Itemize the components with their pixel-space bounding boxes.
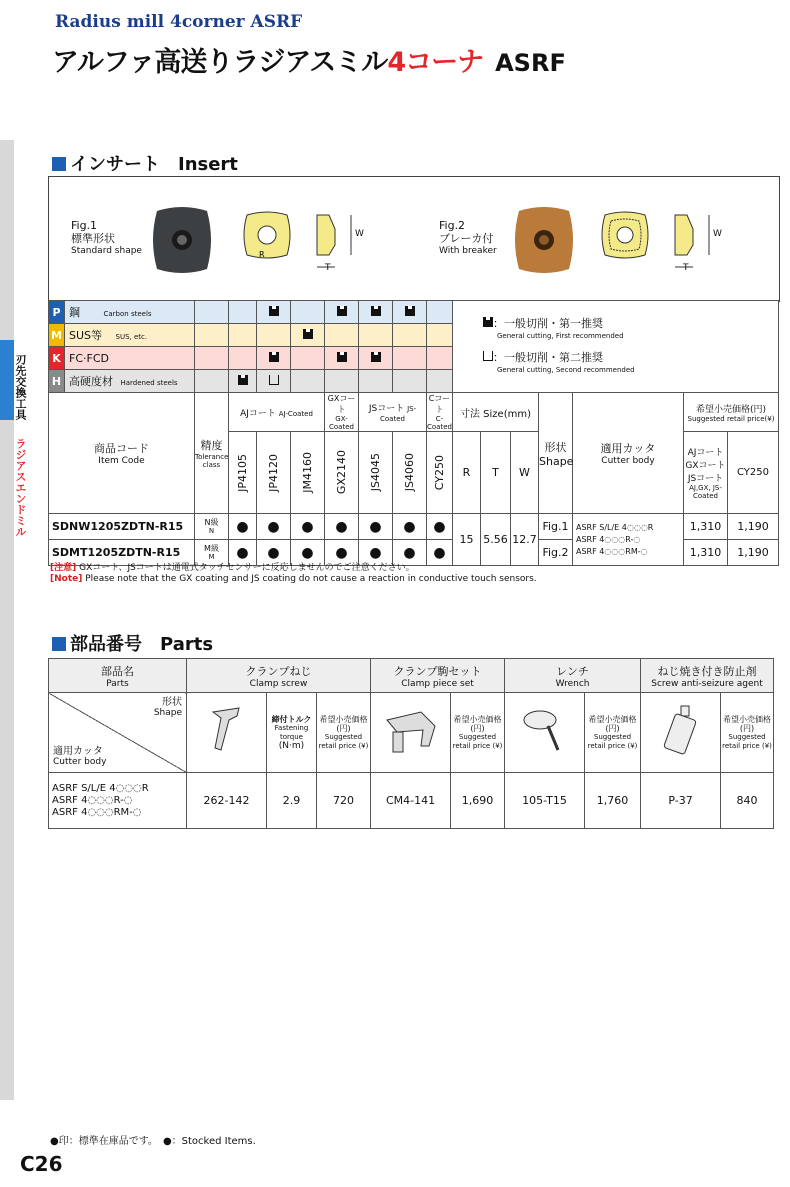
js-header: JSコート JS-Coated <box>359 393 427 432</box>
wrench-price-header: 希望小売価格(円) Suggested retail price (¥) <box>585 693 641 773</box>
title-en: Radius mill 4corner ASRF <box>55 12 303 32</box>
parts-name-header: 部品名 Parts <box>49 659 187 693</box>
grade-gx2140: GX2140 <box>335 450 348 495</box>
insert-section-title: インサート Insert <box>52 150 238 176</box>
material-row-k: K FC·FCD <box>49 347 779 370</box>
parts-value-row <box>49 773 774 829</box>
side-label-tools: 刃先交換工具 <box>14 354 27 420</box>
first-rec-icon <box>303 329 313 339</box>
first-rec-icon <box>337 352 347 362</box>
price-col2-header: CY250 <box>728 432 779 514</box>
clamp-piece-code: CM4-141 <box>371 773 451 829</box>
first-rec-icon <box>238 375 248 385</box>
price-2: 1,190 <box>728 514 779 540</box>
note-jp: [注意] GXコート、JSコートは通電式タッチセンサーに反応しませんのでご注意ください。 <box>50 563 415 573</box>
stock-dot: ● <box>393 540 427 566</box>
size-w-header: W <box>511 432 539 514</box>
size-r-header: R <box>453 432 481 514</box>
first-rec-icon <box>483 317 493 327</box>
clamp-piece-header: クランプ駒セット Clamp piece set <box>371 659 505 693</box>
size-header: 寸法 Size(mm) <box>453 393 539 432</box>
first-rec-icon <box>269 306 279 316</box>
stock-dot: ● <box>257 540 291 566</box>
diag-header-cell: 形状 Shape 適用カッタ Cutter body <box>49 693 187 773</box>
agent-header: ねじ焼き付き防止剤 Screw anti-seizure agent <box>641 659 774 693</box>
side-label-radius: ラジアスエンドミル <box>14 437 27 537</box>
stock-dot: ● <box>229 514 257 540</box>
fig1-dim-t: T <box>325 263 331 273</box>
tolerance: N級 N <box>195 514 229 540</box>
stock-dot: ● <box>427 540 453 566</box>
page-number: C26 <box>20 1152 63 1176</box>
torque-header: 締付トルク Fastening torque (N·m) <box>267 693 317 773</box>
second-rec-icon <box>483 351 493 361</box>
item-code-header: 商品コード Item Code <box>49 393 195 514</box>
fig2-insert-drawing <box>597 209 717 279</box>
price-2: 1,190 <box>728 540 779 566</box>
price-header: 希望小売価格(円) Suggested retail price(¥) <box>684 393 779 432</box>
stock-dot: ● <box>291 514 325 540</box>
stock-dot: ● <box>359 514 393 540</box>
piece-price-header: 希望小売価格(円) Suggested retail price (¥) <box>451 693 505 773</box>
cutter-list: ASRF S/L/E 4◌◌◌R ASRF 4◌◌◌R-◌ ASRF 4◌◌◌RM-◌ <box>573 514 684 566</box>
stock-dot: ● <box>229 540 257 566</box>
clamp-screw-code: 262-142 <box>187 773 267 829</box>
stock-dot: ● <box>291 540 325 566</box>
agent-code: P-37 <box>641 773 721 829</box>
side-strip <box>0 140 14 1100</box>
item-code: SDMT1205ZDTN-R15 <box>49 540 195 566</box>
wrench-price: 1,760 <box>585 773 641 829</box>
shape: Fig.1 <box>539 514 573 540</box>
fig2-caption: Fig.2 ブレーカ付 With breaker <box>439 219 497 256</box>
c-header: Cコート C-Coated <box>427 394 452 431</box>
grade-cy250: CY250 <box>433 454 446 491</box>
shape: Fig.2 <box>539 540 573 566</box>
fig1-dim-w: W <box>355 229 364 239</box>
wrench-code: 105-T15 <box>505 773 585 829</box>
note-en: [Note] Please note that the GX coating and JS coating do not cause a reaction in conductive touch sensors. <box>50 574 537 584</box>
cutter-header: 適用カッタ Cutter body <box>573 393 684 514</box>
bottle-icon <box>641 693 721 773</box>
second-rec-icon <box>269 375 279 385</box>
material-row-h: H 高硬度材 Hardened steels <box>49 370 779 393</box>
first-rec-icon <box>405 306 415 316</box>
aj-header: AJコート AJ-Coated <box>229 393 325 432</box>
torque-value: 2.9 <box>267 773 317 829</box>
price-col1-header: AJコート GXコート JSコート AJ,GX, JS-Coated <box>684 432 728 514</box>
grade-jp4120: JP4120 <box>267 453 280 492</box>
clamp-piece-icon <box>371 693 451 773</box>
first-rec-icon <box>337 306 347 316</box>
parts-section-title: 部品番号 Parts <box>52 630 213 656</box>
grade-js4045: JS4045 <box>369 453 382 492</box>
grade-js4060: JS4060 <box>403 453 416 492</box>
insert-spec-table <box>48 392 779 566</box>
stock-dot: ● <box>359 540 393 566</box>
wrench-header: レンチ Wrench <box>505 659 641 693</box>
fig2-insert-photo <box>509 203 579 277</box>
size-t-header: T <box>481 432 511 514</box>
tolerance: M級 M <box>195 540 229 566</box>
material-table <box>48 300 779 393</box>
fig1-insert-drawing <box>239 209 359 279</box>
parts-cutter-list: ASRF S/L/E 4◌◌◌R ASRF 4◌◌◌R-◌ ASRF 4◌◌◌RM-◌ <box>49 773 187 829</box>
clamp-price-header: 希望小売価格(円) Suggested retail price (¥) <box>317 693 371 773</box>
parts-header <box>49 659 774 693</box>
first-rec-icon <box>371 352 381 362</box>
agent-price-header: 希望小売価格(円) Suggested retail price (¥) <box>721 693 774 773</box>
shape-header: 形状 Shape <box>539 393 573 514</box>
first-rec-icon <box>269 352 279 362</box>
table-row <box>49 514 779 540</box>
clamp-screw-header: クランプねじ Clamp screw <box>187 659 371 693</box>
stock-dot: ● <box>257 514 291 540</box>
stock-dot: ● <box>325 514 359 540</box>
legend: ：一般切削・第一推奨 General cutting, First recommended ：一般切削・第二推奨 General cutting, Second recommended <box>453 301 779 393</box>
gx-header: GXコート GX-Coated <box>325 393 359 432</box>
tolerance-header: 精度 Tolerance class <box>195 393 229 514</box>
fig1-insert-photo <box>147 203 217 277</box>
insert-figure-box <box>48 176 780 302</box>
price-1: 1,310 <box>684 514 728 540</box>
square-icon <box>52 157 66 171</box>
size-w: 12.7 <box>511 514 539 566</box>
clamp-screw-price: 720 <box>317 773 371 829</box>
stock-dot: ● <box>325 540 359 566</box>
parts-table <box>48 658 774 829</box>
price-1: 1,310 <box>684 540 728 566</box>
parts-shape-row <box>49 693 774 773</box>
grade-jm4160: JM4160 <box>301 452 314 493</box>
fig2-dim-t: T <box>683 263 689 273</box>
clamp-piece-price: 1,690 <box>451 773 505 829</box>
size-r: 15 <box>453 514 481 566</box>
title-jp: アルファ高送りラジアスミル4コーナ ASRF <box>52 47 566 78</box>
stock-dot: ● <box>427 514 453 540</box>
stock-legend: ●印：標準在庫品です。 ●：Stocked Items. <box>50 1136 256 1147</box>
screw-icon <box>187 693 267 773</box>
item-code: SDNW1205ZDTN-R15 <box>49 514 195 540</box>
square-icon <box>52 637 66 651</box>
material-row-m: M SUS等 SUS, etc. <box>49 324 779 347</box>
size-t: 5.56 <box>481 514 511 566</box>
material-row-p: P 鋼 Carbon steels ：一般切削・第一推奨 General cutting, First recommended ：一般切削・第二推奨 General cutting, Second recommended <box>49 301 779 324</box>
first-rec-icon <box>371 306 381 316</box>
fig2-dim-w: W <box>713 229 722 239</box>
wrench-icon <box>505 693 585 773</box>
grade-jp4105: JP4105 <box>236 453 249 492</box>
insert-table-wrap <box>48 300 779 561</box>
spec-header-1 <box>49 393 779 432</box>
fig1-caption: Fig.1 標準形状 Standard shape <box>71 219 142 256</box>
stock-dot: ● <box>393 514 427 540</box>
agent-price: 840 <box>721 773 774 829</box>
svg-text:R: R <box>259 250 265 259</box>
